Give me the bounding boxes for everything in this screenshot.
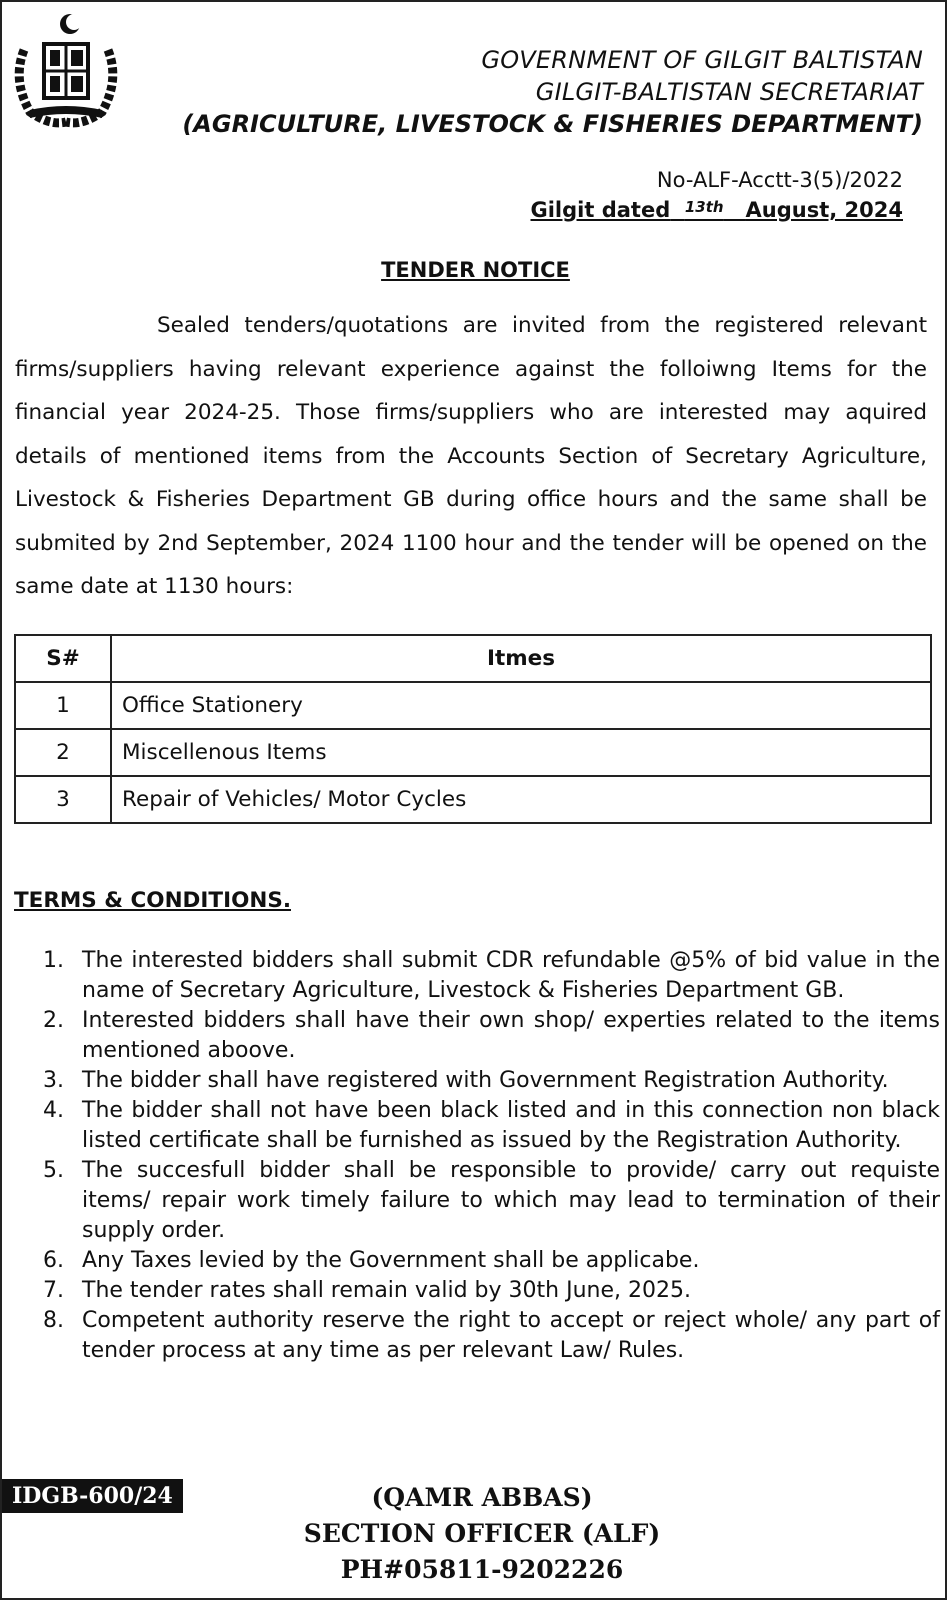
- dated-line: [531, 198, 904, 222]
- term-text: Any Taxes levied by the Government shall be applicabe.: [82, 1248, 700, 1273]
- dated-month-year: August, 2024: [745, 198, 903, 222]
- list-item: [43, 1096, 940, 1156]
- row-sn: 1: [15, 682, 111, 729]
- gilgit-baltistan-emblem-icon: [10, 10, 122, 128]
- term-text: The bidder shall have registered with Government Registration Authority.: [82, 1068, 889, 1093]
- term-number: 5.: [43, 1158, 64, 1183]
- list-item: [43, 1276, 940, 1306]
- dated-prefix: Gilgit dated: [530, 198, 671, 222]
- row-item: Office Stationery: [111, 682, 931, 729]
- officer-designation: SECTION OFFICER (ALF): [303, 1519, 661, 1548]
- department-line: (AGRICULTURE, LIVESTOCK & FISHERIES DEPARTMENT): [182, 110, 923, 138]
- list-item: [43, 1306, 940, 1366]
- row-item: Repair of Vehicles/ Motor Cycles: [111, 776, 931, 823]
- dated-day: 13th: [684, 198, 724, 216]
- row-item: Miscellenous Items: [111, 729, 931, 776]
- term-number: 2.: [43, 1008, 64, 1033]
- terms-heading: TERMS & CONDITIONS.: [14, 888, 291, 913]
- intro-paragraph: Sealed tenders/quotations are invited from the registered relevant firms/suppliers having relevant experience against the folloiwng Items for the financial year 2024-25. Those firms/suppliers who are interested may aquired details of mentioned items from the Accounts Section of Secretary Agriculture, Livestock & Fisheries Department GB during office hours and the same shall be submited by 2nd September, 2024 1100 hour and the tender will be opened on the same date at 1130 hours:: [15, 313, 927, 599]
- reference-number: No-ALF-Acctt-3(5)/2022: [656, 168, 903, 192]
- officer-phone: PH#05811-9202226: [340, 1555, 624, 1584]
- signature-block: [182, 1480, 782, 1588]
- list-item: [43, 1156, 940, 1246]
- term-text: The bidder shall not have been black listed and in this connection non black listed certificate shall be furnished as issued by the Registration Authority.: [82, 1098, 940, 1153]
- sn-header: S#: [15, 635, 111, 682]
- term-number: 6.: [43, 1248, 64, 1273]
- terms-list: [43, 946, 940, 1366]
- notice-title: TENDER NOTICE: [381, 258, 570, 282]
- list-item: [43, 1246, 940, 1276]
- term-text: Interested bidders shall have their own shop/ experties related to the items mentioned aboove.: [82, 1008, 940, 1063]
- term-number: 8.: [43, 1308, 64, 1333]
- term-number: 3.: [43, 1068, 64, 1093]
- items-table: [14, 634, 932, 824]
- term-text: The tender rates shall remain valid by 30th June, 2025.: [82, 1278, 691, 1303]
- government-line: GOVERNMENT OF GILGIT BALTISTAN: [481, 46, 923, 74]
- term-number: 4.: [43, 1098, 64, 1123]
- secretariat-line: GILGIT-BALTISTAN SECRETARIAT: [535, 78, 923, 106]
- table-row: [15, 776, 931, 823]
- table-row: [15, 682, 931, 729]
- term-text: The succesfull bidder shall be responsible to provide/ carry out requiste items/ repair work timely failure to which may lead to termination of their supply order.: [82, 1158, 940, 1243]
- list-item: [43, 946, 940, 1006]
- idgb-badge: IDGB-600/24: [2, 1479, 183, 1513]
- row-sn: 3: [15, 776, 111, 823]
- table-header-row: [15, 635, 931, 682]
- list-item: [43, 1006, 940, 1066]
- term-text: Competent authority reserve the right to accept or reject whole/ any part of tender process at any time as per relevant Law/ Rules.: [82, 1308, 940, 1363]
- list-item: [43, 1066, 940, 1096]
- row-sn: 2: [15, 729, 111, 776]
- items-header: Itmes: [111, 635, 931, 682]
- term-number: 1.: [43, 948, 64, 973]
- department-header: [163, 44, 923, 140]
- term-number: 7.: [43, 1278, 64, 1303]
- table-row: [15, 729, 931, 776]
- term-text: The interested bidders shall submit CDR refundable @5% of bid value in the name of Secretary Agriculture, Livestock & Fisheries Department GB.: [82, 948, 940, 1003]
- officer-name: (QAMR ABBAS): [371, 1483, 593, 1512]
